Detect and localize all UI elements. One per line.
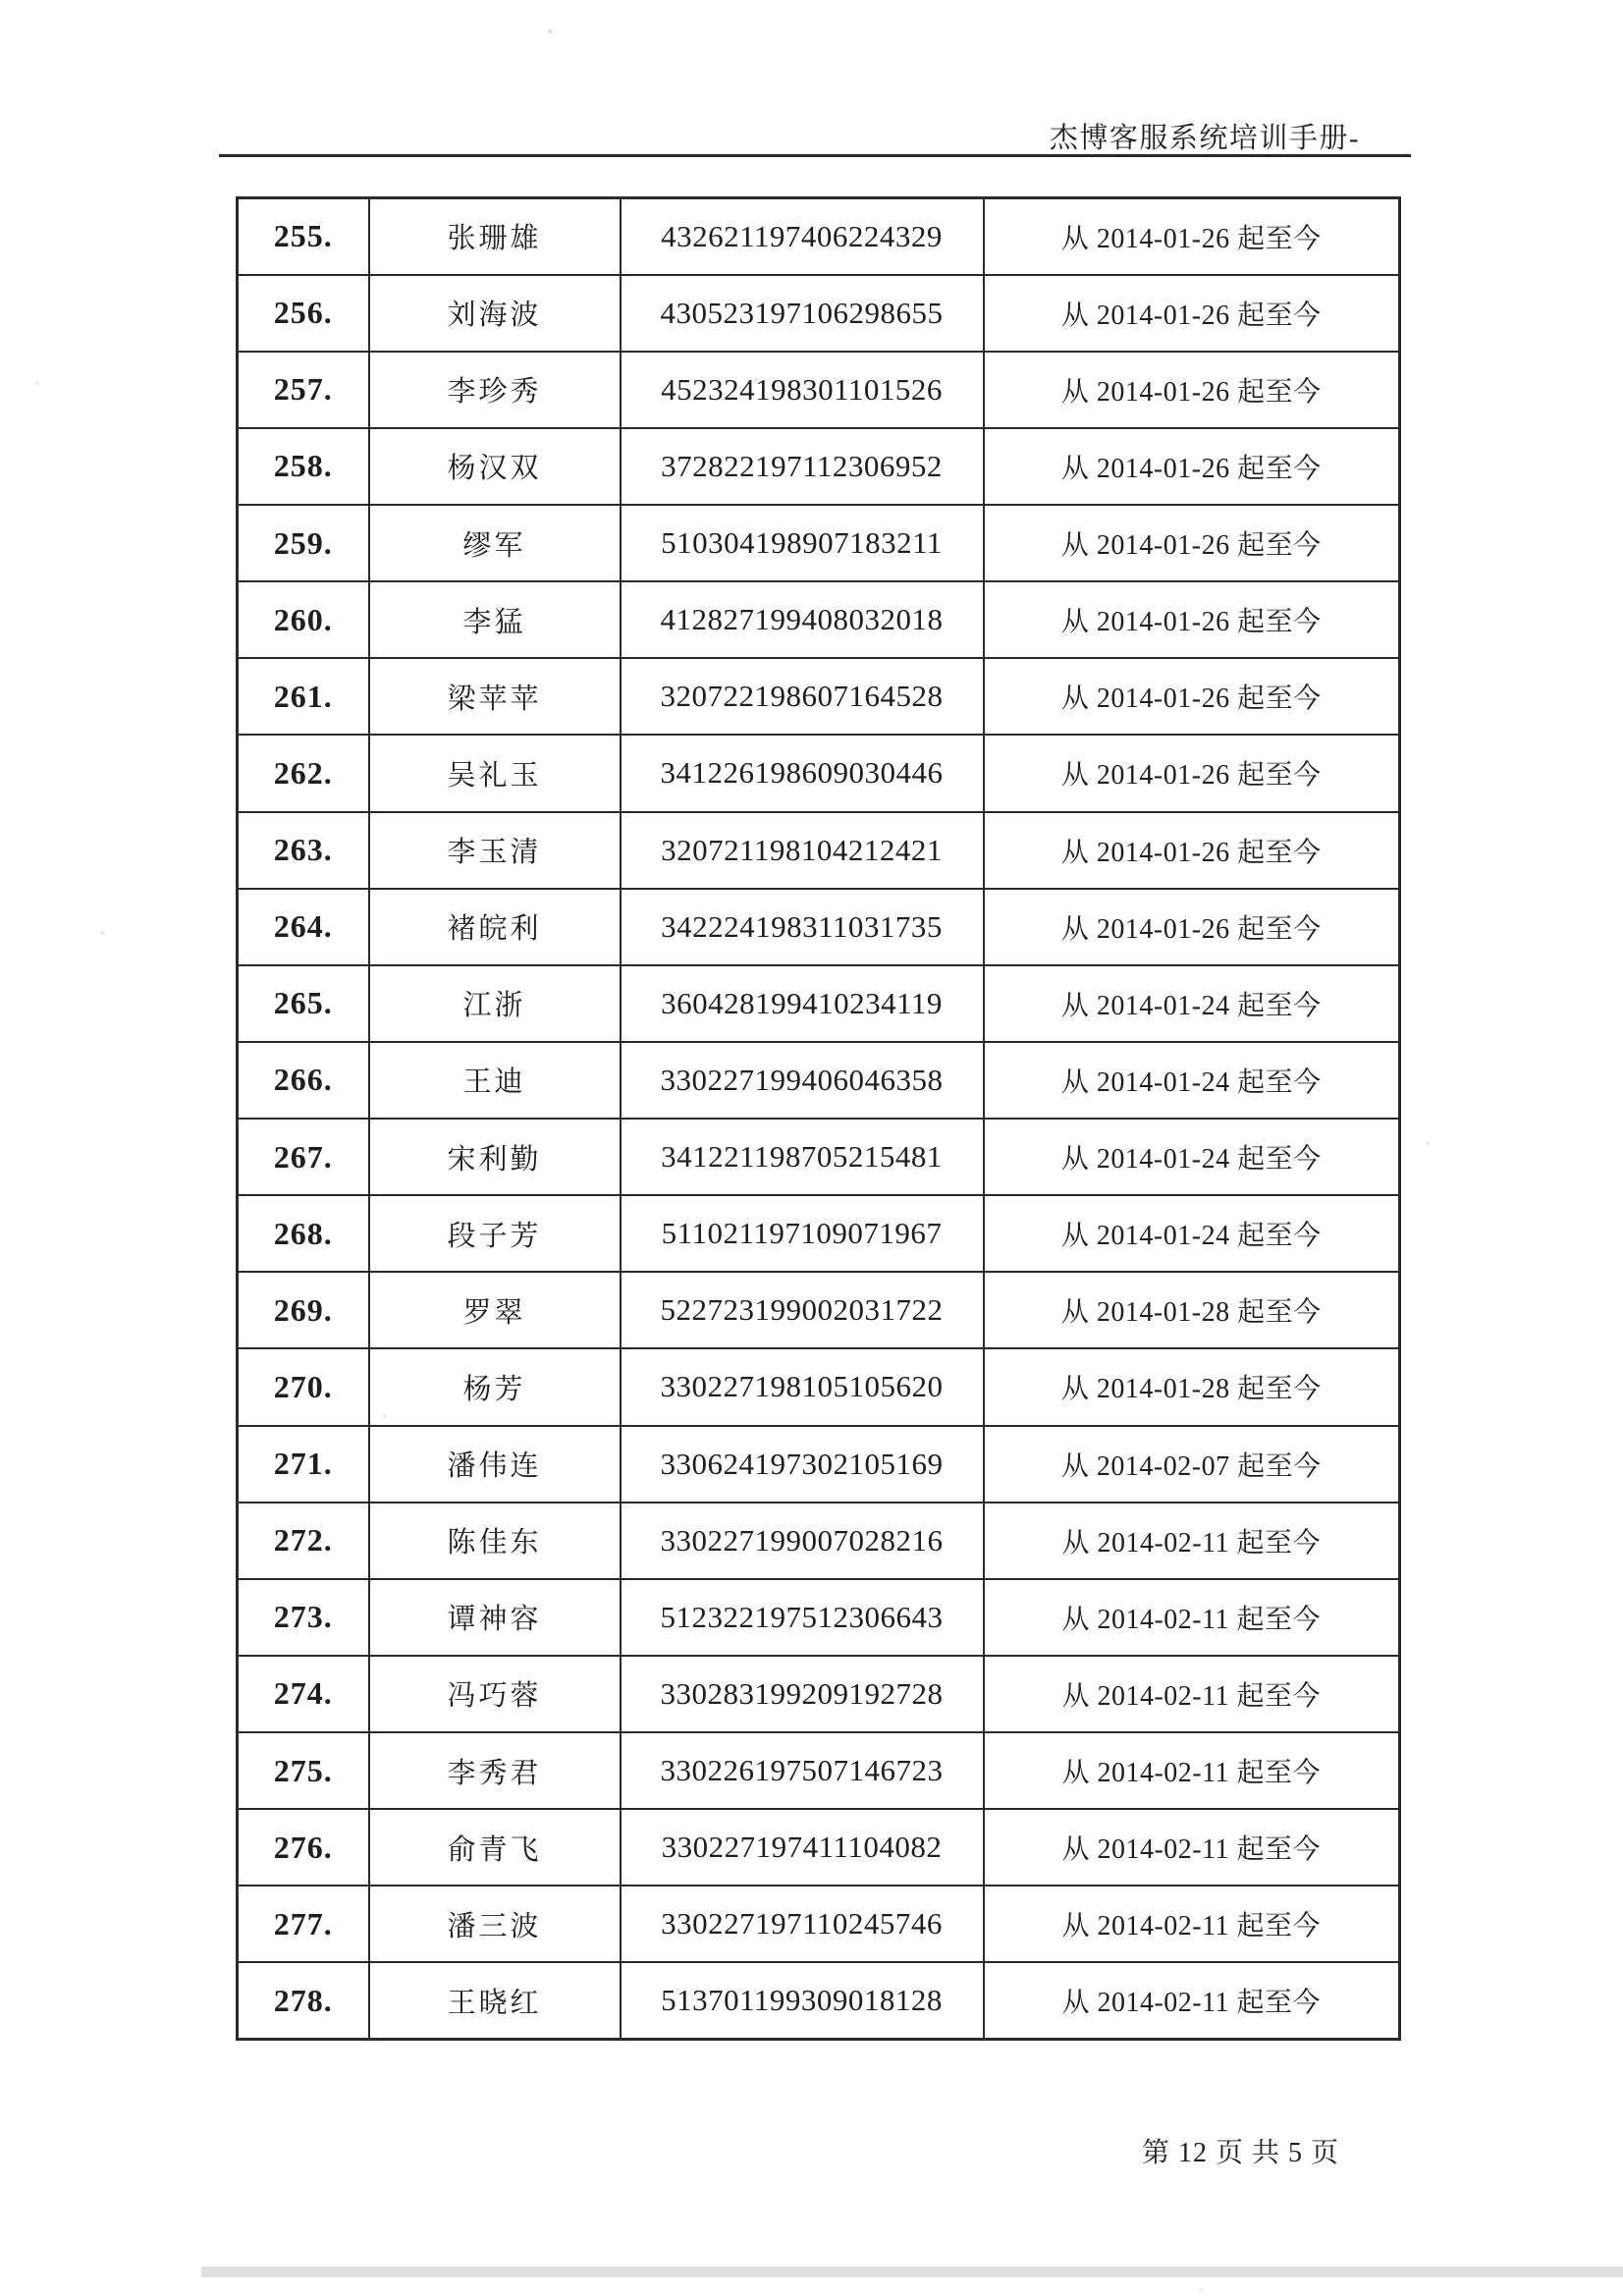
name-cell: 李秀君	[369, 1732, 621, 1809]
id-number-cell: 372822197112306952	[621, 428, 984, 505]
table-row	[238, 1426, 1400, 1503]
table-row	[238, 1962, 1400, 2039]
row-number-cell: 268.	[238, 1195, 369, 1272]
table-row	[238, 1272, 1400, 1348]
period-cell: 从 2014-02-11 起至今	[984, 1656, 1400, 1732]
row-number-cell: 263.	[238, 812, 369, 889]
row-number-cell: 274.	[238, 1656, 369, 1732]
id-number-cell: 320722198607164528	[621, 658, 984, 735]
row-number-cell: 273.	[238, 1579, 369, 1656]
id-number-cell: 432621197406224329	[621, 198, 984, 275]
period-cell: 从 2014-01-26 起至今	[984, 735, 1400, 811]
table-row	[238, 1732, 1400, 1809]
id-number-cell: 510304198907183211	[621, 505, 984, 581]
roster-table-body	[238, 198, 1400, 2040]
period-cell: 从 2014-01-26 起至今	[984, 428, 1400, 505]
row-number-cell: 271.	[238, 1426, 369, 1503]
scan-speck	[1200, 2288, 1204, 2291]
name-cell: 潘伟连	[369, 1426, 621, 1503]
roster-table	[236, 196, 1401, 2041]
period-cell: 从 2014-01-26 起至今	[984, 581, 1400, 658]
row-number-cell: 270.	[238, 1348, 369, 1425]
id-number-cell: 513701199309018128	[621, 1962, 984, 2039]
name-cell: 俞青飞	[369, 1809, 621, 1886]
id-number-cell: 412827199408032018	[621, 581, 984, 658]
id-number-cell: 330226197507146723	[621, 1732, 984, 1809]
name-cell: 褚皖利	[369, 889, 621, 965]
period-cell: 从 2014-01-26 起至今	[984, 198, 1400, 275]
period-cell: 从 2014-02-11 起至今	[984, 1579, 1400, 1656]
id-number-cell: 330283199209192728	[621, 1656, 984, 1732]
row-number-cell: 272.	[238, 1503, 369, 1579]
name-cell: 梁苹苹	[369, 658, 621, 735]
header-rule	[219, 154, 1411, 157]
table-row	[238, 505, 1400, 581]
period-cell: 从 2014-01-24 起至今	[984, 1195, 1400, 1272]
name-cell: 谭神容	[369, 1579, 621, 1656]
row-number-cell: 255.	[238, 198, 369, 275]
period-cell: 从 2014-01-24 起至今	[984, 1119, 1400, 1195]
table-row	[238, 735, 1400, 811]
period-cell: 从 2014-01-26 起至今	[984, 505, 1400, 581]
name-cell: 李珍秀	[369, 352, 621, 428]
id-number-cell: 360428199410234119	[621, 965, 984, 1042]
id-number-cell: 452324198301101526	[621, 352, 984, 428]
row-number-cell: 277.	[238, 1886, 369, 1962]
header-title: 杰博客服系统培训手册-	[1049, 123, 1360, 154]
table-row	[238, 1503, 1400, 1579]
row-number-cell: 275.	[238, 1732, 369, 1809]
scan-speck	[1426, 1141, 1430, 1145]
name-cell: 江浙	[369, 965, 621, 1042]
name-cell: 李猛	[369, 581, 621, 658]
id-number-cell: 522723199002031722	[621, 1272, 984, 1348]
period-cell: 从 2014-02-11 起至今	[984, 1962, 1400, 2039]
table-row	[238, 965, 1400, 1042]
name-cell: 张珊雄	[369, 198, 621, 275]
table-row	[238, 581, 1400, 658]
name-cell: 杨芳	[369, 1348, 621, 1425]
table-row	[238, 275, 1400, 352]
period-cell: 从 2014-01-26 起至今	[984, 658, 1400, 735]
name-cell: 潘三波	[369, 1886, 621, 1962]
row-number-cell: 264.	[238, 889, 369, 965]
table-row	[238, 428, 1400, 505]
name-cell: 李玉清	[369, 812, 621, 889]
row-number-cell: 278.	[238, 1962, 369, 2039]
id-number-cell: 320721198104212421	[621, 812, 984, 889]
name-cell: 王迪	[369, 1042, 621, 1119]
id-number-cell: 342224198311031735	[621, 889, 984, 965]
name-cell: 吴礼玉	[369, 735, 621, 811]
table-row	[238, 1348, 1400, 1425]
page-number: 第 12 页 共 5 页	[1142, 2138, 1340, 2168]
row-number-cell: 257.	[238, 352, 369, 428]
id-number-cell: 330227197411104082	[621, 1809, 984, 1886]
period-cell: 从 2014-02-07 起至今	[984, 1426, 1400, 1503]
period-cell: 从 2014-02-11 起至今	[984, 1732, 1400, 1809]
table-row	[238, 812, 1400, 889]
period-cell: 从 2014-01-28 起至今	[984, 1348, 1400, 1425]
period-cell: 从 2014-01-24 起至今	[984, 965, 1400, 1042]
scan-speck	[35, 381, 39, 385]
table-row	[238, 1119, 1400, 1195]
name-cell: 刘海波	[369, 275, 621, 352]
scan-speck	[100, 931, 105, 935]
period-cell: 从 2014-02-11 起至今	[984, 1809, 1400, 1886]
row-number-cell: 265.	[238, 965, 369, 1042]
name-cell: 王晓红	[369, 1962, 621, 2039]
table-row	[238, 1042, 1400, 1119]
id-number-cell: 341226198609030446	[621, 735, 984, 811]
id-number-cell: 511021197109071967	[621, 1195, 984, 1272]
scan-speck	[548, 29, 553, 33]
period-cell: 从 2014-01-26 起至今	[984, 889, 1400, 965]
row-number-cell: 269.	[238, 1272, 369, 1348]
id-number-cell: 330624197302105169	[621, 1426, 984, 1503]
period-cell: 从 2014-01-24 起至今	[984, 1042, 1400, 1119]
period-cell: 从 2014-01-28 起至今	[984, 1272, 1400, 1348]
id-number-cell: 330227199007028216	[621, 1503, 984, 1579]
id-number-cell: 341221198705215481	[621, 1119, 984, 1195]
name-cell: 宋利勤	[369, 1119, 621, 1195]
period-cell: 从 2014-02-11 起至今	[984, 1503, 1400, 1579]
table-row	[238, 889, 1400, 965]
row-number-cell: 267.	[238, 1119, 369, 1195]
row-number-cell: 256.	[238, 275, 369, 352]
row-number-cell: 262.	[238, 735, 369, 811]
period-cell: 从 2014-01-26 起至今	[984, 352, 1400, 428]
scan-artifact-band	[201, 2267, 1623, 2277]
name-cell: 罗翠	[369, 1272, 621, 1348]
row-number-cell: 260.	[238, 581, 369, 658]
period-cell: 从 2014-01-26 起至今	[984, 812, 1400, 889]
scan-speck	[383, 1414, 387, 1418]
table-row	[238, 658, 1400, 735]
period-cell: 从 2014-01-26 起至今	[984, 275, 1400, 352]
id-number-cell: 330227198105105620	[621, 1348, 984, 1425]
period-cell: 从 2014-02-11 起至今	[984, 1886, 1400, 1962]
name-cell: 缪军	[369, 505, 621, 581]
row-number-cell: 276.	[238, 1809, 369, 1886]
name-cell: 冯巧蓉	[369, 1656, 621, 1732]
row-number-cell: 259.	[238, 505, 369, 581]
row-number-cell: 266.	[238, 1042, 369, 1119]
table-row	[238, 1809, 1400, 1886]
row-number-cell: 261.	[238, 658, 369, 735]
id-number-cell: 330227199406046358	[621, 1042, 984, 1119]
id-number-cell: 512322197512306643	[621, 1579, 984, 1656]
id-number-cell: 430523197106298655	[621, 275, 984, 352]
table-row	[238, 198, 1400, 275]
table-row	[238, 1656, 1400, 1732]
name-cell: 杨汉双	[369, 428, 621, 505]
row-number-cell: 258.	[238, 428, 369, 505]
id-number-cell: 330227197110245746	[621, 1886, 984, 1962]
name-cell: 段子芳	[369, 1195, 621, 1272]
table-row	[238, 1195, 1400, 1272]
name-cell: 陈佳东	[369, 1503, 621, 1579]
table-row	[238, 1579, 1400, 1656]
table-row	[238, 352, 1400, 428]
table-row	[238, 1886, 1400, 1962]
